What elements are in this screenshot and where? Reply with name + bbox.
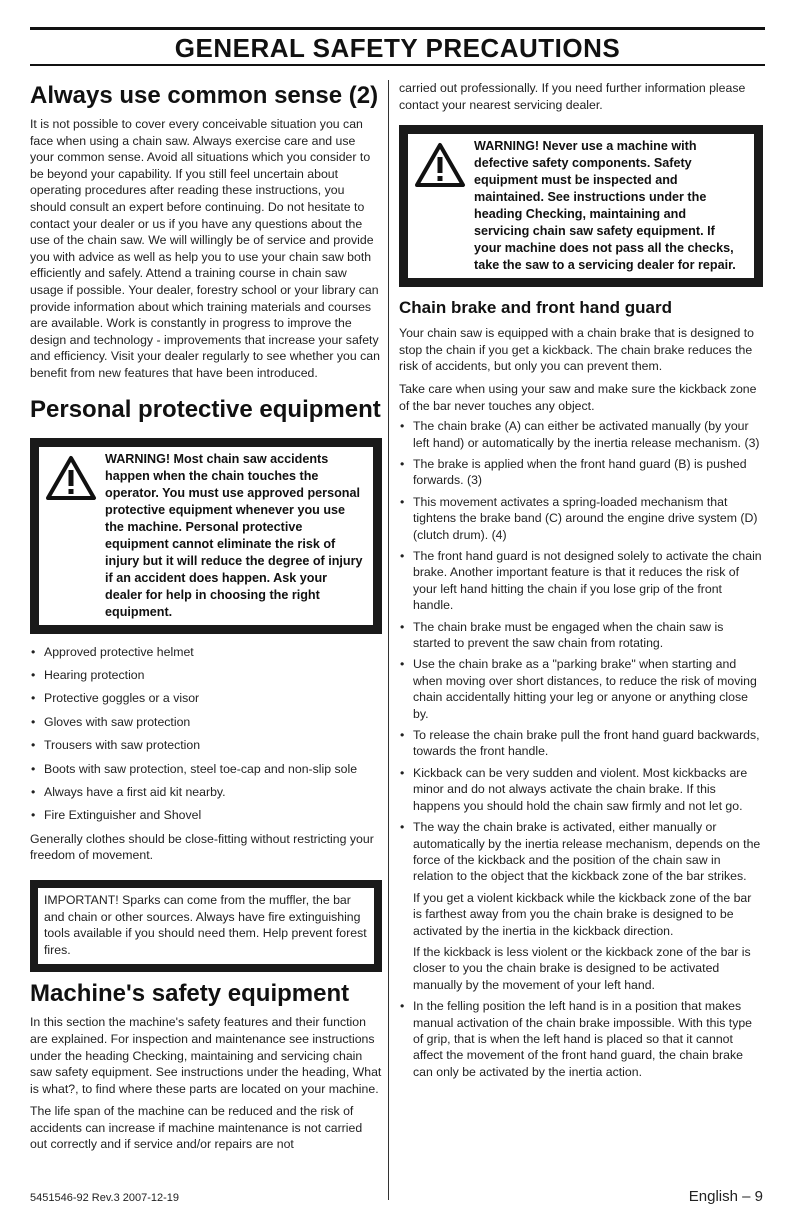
important-text: IMPORTANT! Sparks can come from the muffler, the bar and chain or other sources. Always have fire extinguishing tools available if you should need them. Help prevent forest fires.	[38, 888, 374, 964]
ppe-warning-text: WARNING! Most chain saw accidents happen when the chain touches the operator. You must use approved personal protective equipment whenever you use the machine. Personal protective equipment cannot eliminate the risk of injury but it will reduce the degree of injury if an accident does happen. Ask your dealer for help in choosing the right equipment.	[105, 451, 363, 619]
header-rule	[30, 64, 765, 66]
list-item: • The front hand guard is not designed solely to activate the chain brake. Another important feature is that it reduces the risk of your left hand hitting the chain if you lose grip of the front handle.	[400, 549, 762, 613]
list-item: • Gloves with saw protection	[31, 714, 191, 729]
right-column	[399, 80, 763, 1085]
list-item: • To release the chain brake pull the front hand guard backwards, towards the front handle.	[400, 728, 760, 759]
chain-brake-heading: Chain brake and front hand guard	[399, 298, 672, 318]
machine-safety-p1: In this section the machine's safety features and their function are explained. For inspection and maintenance see instructions under the heading Checking, maintaining and servicing chain saw safety equipment. See instructions under the heading, What is what?, to find where these parts are located on your machine.	[30, 1015, 382, 1096]
list-item: • Protective goggles or a visor	[31, 691, 200, 706]
list-item: • Boots with saw protection, steel toe-cap and non-slip sole	[31, 761, 358, 776]
top-rule	[30, 27, 765, 30]
document-id: 5451546-92 Rev.3 2007-12-19	[30, 1192, 180, 1204]
safety-warning-box	[399, 125, 763, 287]
machine-safety-heading: Machine's safety equipment	[30, 980, 350, 1008]
kickback-sub-1: If you get a violent kickback while the kickback zone of the bar is farthest away from you the chain brake is designed to be activated by the inertia in the kickback direction.	[413, 890, 752, 938]
list-item: • The brake is applied when the front hand guard (B) is pushed forwards. (3)	[400, 456, 747, 488]
list-item: • The chain brake (A) can either be activated manually (by your left hand) or automatically by the inertia release mechanism. (3)	[400, 419, 760, 450]
continued-text: carried out professionally. If you need further information please contact your nearest servicing dealer.	[399, 81, 746, 112]
common-sense-heading: Always use common sense (2)	[30, 82, 379, 109]
list-item: • Always have a first aid kit nearby.	[31, 784, 226, 799]
list-item: • Trousers with saw protection	[31, 738, 201, 753]
ppe-list	[30, 644, 382, 824]
safety-warning-text: WARNING! Never use a machine with defective safety components. Safety equipment must be inspected and maintained. See instructions under the heading Checking, maintaining and servicing chain saw safety equipment. If your machine does not pass all the checks, take the saw to a servicing dealer for repair.	[474, 139, 736, 273]
chain-brake-p1: Your chain saw is equipped with a chain brake that is designed to stop the chain if you get a kickback. The chain brake reduces the risk of accidents, but only you can prevent them.	[399, 326, 755, 374]
list-item: • This movement activates a spring-loaded mechanism that tightens the brake band (C) around the engine drive system (D) (clutch drum). (4)	[400, 494, 758, 542]
list-item: • Fire Extinguisher and Shovel	[31, 808, 202, 823]
left-column	[30, 80, 382, 1153]
warning-triangle-icon	[45, 451, 105, 621]
ppe-warning-box	[30, 438, 382, 634]
clothes-note: Generally clothes should be close-fitting without restricting your freedom of movement.	[30, 831, 374, 863]
column-divider	[388, 80, 389, 1200]
list-item: • The chain brake must be engaged when the chain saw is started to prevent the saw chain from rotating.	[400, 619, 724, 651]
machine-safety-p2: The life span of the machine can be reduced and the risk of accidents can increase if machine maintenance is not carried out correctly and if service and/or repairs are not	[30, 1104, 363, 1152]
list-item: • Approved protective helmet	[31, 644, 194, 659]
chain-brake-list	[399, 418, 763, 1080]
page-title: GENERAL SAFETY PRECAUTIONS	[174, 33, 621, 63]
list-item: • The way the chain brake is activated, either manually or automatically by the inertia release mechanism, depends on the force of the kickback and the position of the chain saw in relation to the object that the kickback zone of the bar strikes. If you get a violent kickback while the kickback zone of the bar is farthest away from you the chain brake is designed to be activated by the inertia in the kickback direction. If the kickback is less violent or the kickback zone of the bar is closer to you the chain brake is designed to be activated manually by the movement of your left hand.	[399, 819, 763, 993]
warning-triangle-icon	[414, 138, 474, 274]
list-item: • Use the chain brake as a "parking brake" when starting and when moving over short distances, to reduce the risk of moving chain accidentally hitting your leg or anyone or anything close by.	[400, 657, 757, 721]
page-number: English – 9	[688, 1188, 763, 1205]
list-item: • Kickback can be very sudden and violent. Most kickbacks are minor and do not always activate the chain brake. If this happens you should hold the chain saw firmly and not let go.	[400, 765, 748, 813]
common-sense-body: It is not possible to cover every conceivable situation you can face when using a chain saw. Always exercise care and use your common sense. Avoid all situations which you consider to be beyond your capability. If you still feel uncertain about operating procedures after reading these instructions, you should consult an expert before continuing. Do not hesitate to contact your dealer or us if you have any questions about the use of the chain saw. We will willingly be of service and provide you with advice as well as help you to use your chain saw both efficiently and safely. Attend a training course in chain saw usage if possible. Your dealer, forestry school or your library can provide information about which training materials and courses are available. Work is constantly in progress to improve the design and technology - improvements that increase your safety and efficiency. Visit your dealer regularly to see whether you can benefit from new features that have been introduced.	[30, 117, 380, 380]
list-item: • Hearing protection	[31, 667, 145, 682]
ppe-heading: Personal protective equipment	[30, 395, 381, 423]
chain-brake-p2: Take care when using your saw and make sure the kickback zone of the bar never touches any object.	[399, 381, 757, 413]
list-item: • In the felling position the left hand is in a position that makes manual activation of the chain brake impossible. With this type of grip, that is when the left hand is placed so that it cannot affect the movement of the front hand guard, the chain brake can only be activated by the inertia action.	[400, 999, 753, 1079]
important-box	[30, 880, 382, 972]
kickback-sub-2: If the kickback is less violent or the kickback zone of the bar is closer to you the chain brake is designed to be activated manually by the movement of your left hand.	[413, 944, 751, 992]
